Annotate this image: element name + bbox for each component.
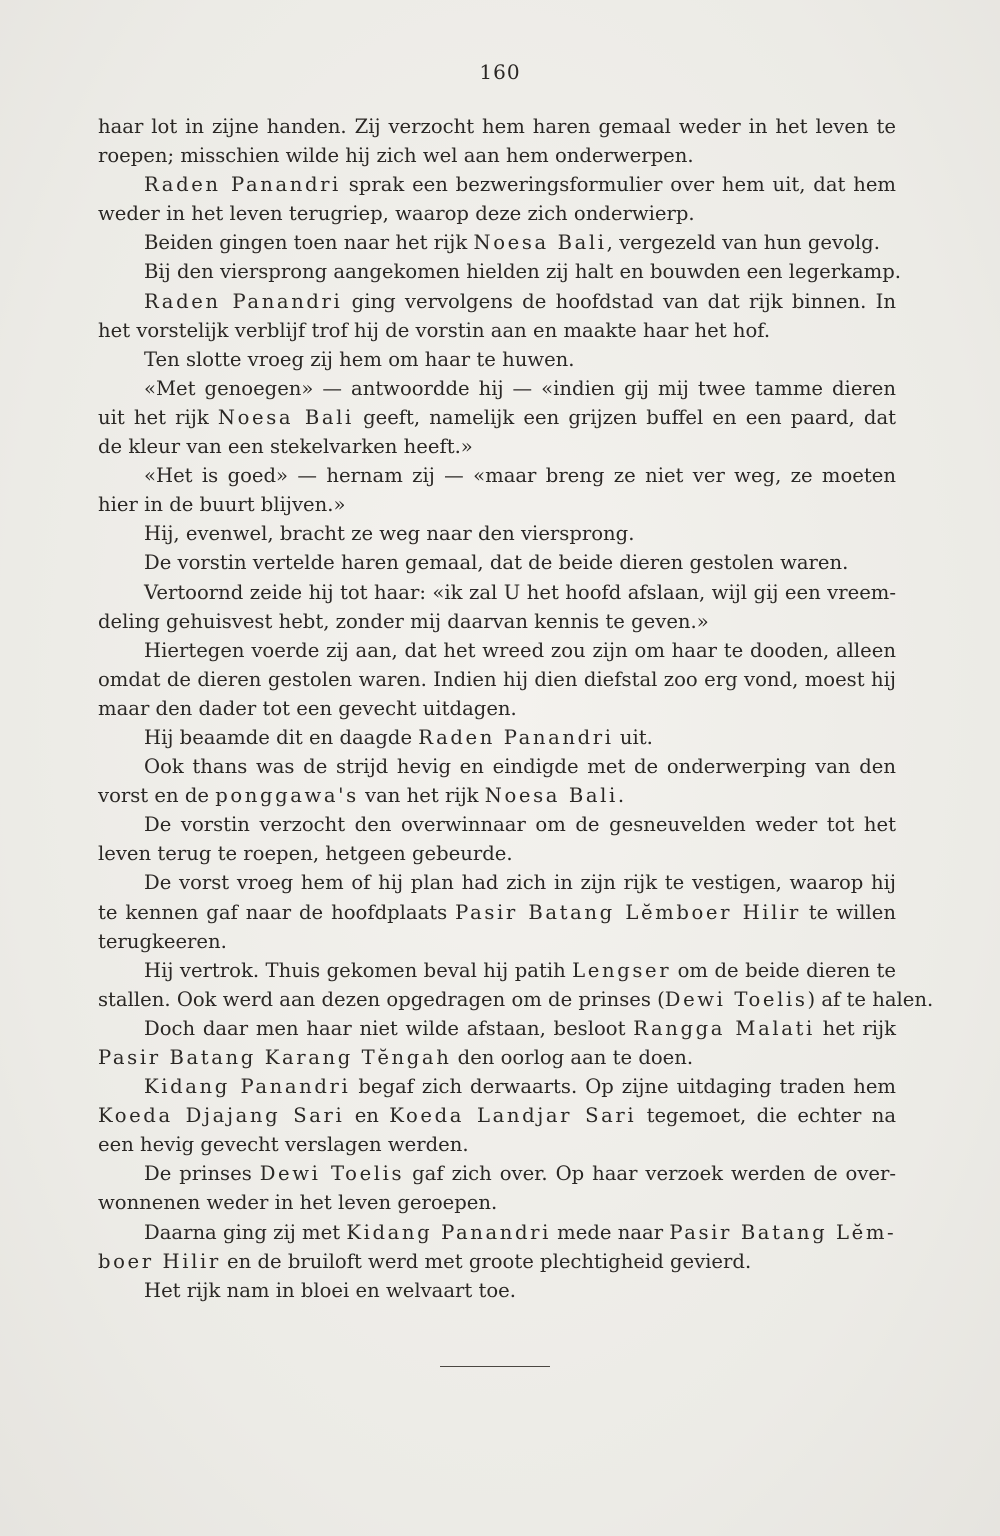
text-run: ging vervolgens de hoofdstad van dat rijk binnen. In	[342, 289, 896, 313]
spaced-name: Lengser	[572, 958, 672, 982]
text-run: De vorst vroeg hem of hij plan had zich in zijn rijk te vestigen, waarop hij	[144, 871, 896, 895]
text-run: roepen; misschien wilde hij zich wel aan hem onderwerpen.	[98, 144, 694, 168]
text-run: vorst en de	[98, 784, 216, 808]
text-run: hier in de buurt blijven.»	[98, 493, 346, 517]
text-run: «Het is goed» — hernam zij — «maar breng ze niet ver weg, ze moeten	[144, 464, 896, 488]
text-line	[98, 956, 896, 985]
text-run: weder in het leven terugriep, waarop deze zich onderwierp.	[98, 202, 695, 226]
text-line	[98, 578, 896, 607]
spaced-name: Koeda Djajang Sari	[98, 1104, 345, 1128]
text-line	[98, 1218, 896, 1247]
text-line	[98, 519, 896, 548]
spaced-name: Pasir Batang Lĕm-	[669, 1220, 897, 1244]
end-rule	[440, 1366, 550, 1367]
text-line	[98, 374, 896, 403]
text-run: terugkeeren.	[98, 929, 227, 953]
text-run: omdat de dieren gestolen waren. Indien hij dien diefstal zoo erg vond, moest hij	[98, 667, 896, 691]
text-line	[98, 1247, 896, 1276]
text-line	[98, 1043, 896, 1072]
text-run: «Met genoegen» — antwoordde hij — «indien gij mij twee tamme dieren	[144, 376, 896, 400]
text-line	[98, 607, 896, 636]
text-line	[98, 257, 901, 286]
text-run: het rijk	[814, 1016, 896, 1040]
text-line	[98, 985, 934, 1014]
text-line	[98, 723, 896, 752]
spaced-name: Raden Panandri	[418, 725, 614, 749]
text-run: Hij vertrok. Thuis gekomen beval hij patih	[144, 958, 573, 982]
spaced-name: Dewi Toelis	[664, 987, 808, 1011]
text-run: Ten slotte vroeg zij hem om haar te huwen.	[144, 347, 575, 371]
text-run: en de bruiloft werd met groote plechtigheid gevierd.	[220, 1249, 752, 1273]
text-line	[98, 199, 896, 228]
text-run: Bij den viersprong aangekomen hielden zij halt en bouwden een legerkamp.	[144, 260, 901, 284]
text-run: Het rijk nam in bloei en welvaart toe.	[144, 1278, 516, 1302]
text-run: Hiertegen voerde zij aan, dat het wreed zou zijn om haar te dooden, alleen	[144, 638, 896, 662]
text-line	[98, 752, 896, 781]
text-line	[98, 141, 896, 170]
text-line	[98, 1159, 896, 1188]
text-line	[98, 665, 896, 694]
text-run: tegemoet, die echter na	[636, 1104, 897, 1128]
spaced-name: Noesa Bali	[217, 405, 354, 429]
spaced-name: Rangga Malati	[633, 1016, 815, 1040]
text-run: maar den dader tot een gevecht uitdagen.	[98, 696, 517, 720]
text-run: Doch daar men haar niet wilde afstaan, besloot	[144, 1016, 634, 1040]
text-line	[98, 898, 896, 927]
text-run: het vorstelijk verblijf trof hij de vorstin aan en maakte haar het hof.	[98, 318, 771, 342]
spaced-name: Kidang Panandri	[144, 1075, 351, 1099]
text-run: De prinses	[144, 1162, 260, 1186]
text-line	[98, 461, 896, 490]
text-line	[98, 228, 896, 257]
text-run: Hij, evenwel, bracht ze weg naar den viersprong.	[144, 522, 635, 546]
text-run: en	[344, 1104, 390, 1128]
text-run: een hevig gevecht verslagen werden.	[98, 1133, 469, 1157]
text-run: deling gehuisvest hebt, zonder mij daarvan kennis te geven.»	[98, 609, 709, 633]
text-run: wonnenen weder in het leven geroepen.	[98, 1191, 498, 1215]
text-line	[98, 868, 896, 897]
spaced-name: Koeda Landjar Sari	[389, 1104, 637, 1128]
text-run: Beiden gingen toen naar het rijk	[144, 231, 474, 255]
text-line	[98, 316, 896, 345]
spaced-name: Kidang Panandri	[346, 1220, 551, 1244]
text-run: te willen	[800, 900, 896, 924]
text-run: Vertoornd zeide hij tot haar: «ik zal U het hoofd afslaan, wijl gij een vreem-	[144, 580, 896, 604]
spaced-name: Raden Panandri	[144, 173, 341, 197]
text-run: Hij beaamde dit en daagde	[144, 725, 419, 749]
text-run: den oorlog aan te doen.	[451, 1046, 694, 1069]
text-run: te kennen gaf naar de hoofdplaats	[98, 900, 456, 924]
text-line	[98, 694, 896, 723]
text-line	[98, 1014, 896, 1043]
text-run: mede naar	[550, 1220, 670, 1244]
text-run: stallen. Ook werd aan dezen opgedragen om de prinses (	[98, 987, 665, 1011]
text-line	[98, 112, 896, 141]
text-run: uit het rijk	[98, 405, 218, 429]
text-run: ) af te halen.	[807, 987, 934, 1011]
spaced-name: Dewi Toelis	[259, 1162, 405, 1186]
spaced-name: Raden Panandri	[144, 289, 343, 313]
text-run: De vorstin vertelde haren gemaal, dat de beide dieren gestolen waren.	[144, 551, 849, 575]
spaced-name: boer Hilir	[98, 1249, 221, 1273]
text-run: .	[617, 784, 625, 808]
spaced-name: Noesa Bali	[484, 784, 618, 808]
text-run: geeft, namelijk een grijzen buffel en een paard, dat	[353, 405, 896, 429]
body-text	[98, 112, 934, 1305]
text-line	[98, 1188, 896, 1217]
text-line	[98, 432, 896, 461]
spaced-name: Noesa Bali	[473, 231, 607, 255]
text-run: leven terug te roepen, hetgeen gebeurde.	[98, 842, 513, 866]
text-line	[98, 927, 896, 956]
text-line	[98, 170, 896, 199]
text-run: begaf zich derwaarts. Op zijne uitdaging traden hem	[350, 1075, 896, 1099]
text-line	[98, 1101, 896, 1130]
page-number: 160	[479, 60, 521, 84]
text-run: Daarna ging zij met	[144, 1220, 347, 1244]
text-line	[98, 1130, 896, 1159]
text-run: gaf zich over. Op haar verzoek werden de over-	[404, 1162, 897, 1186]
text-run: , vergezeld van hun gevolg.	[606, 231, 880, 255]
text-line	[98, 839, 896, 868]
text-line	[98, 287, 896, 316]
text-run: De vorstin verzocht den overwinnaar om de gesneuvelden weder tot het	[144, 813, 896, 837]
text-run: Ook thans was de strijd hevig en eindigde met de onderwerping van den	[144, 755, 896, 779]
text-line	[98, 1276, 896, 1305]
text-line	[98, 490, 896, 519]
text-line	[98, 1072, 896, 1101]
text-run: van het rijk	[358, 784, 485, 808]
text-run: sprak een bezweringsformulier over hem uit, dat hem	[340, 173, 896, 197]
text-line	[98, 345, 896, 374]
text-run: uit.	[613, 725, 653, 749]
text-line	[98, 781, 896, 810]
text-line	[98, 636, 896, 665]
text-line	[98, 810, 896, 839]
text-run: om de beide dieren te	[671, 958, 896, 982]
spaced-name: Pasir Batang Lĕmboer Hilir	[455, 900, 801, 924]
spaced-name: ponggawa's	[215, 784, 359, 808]
text-line	[98, 403, 896, 432]
text-line	[98, 548, 896, 577]
text-run: haar lot in zijne handen. Zij verzocht hem haren gemaal weder in het leven te	[98, 115, 896, 138]
spaced-name: Pasir Batang Karang Tĕngah	[98, 1046, 452, 1069]
text-run: de kleur van een stekelvarken heeft.»	[98, 435, 473, 459]
